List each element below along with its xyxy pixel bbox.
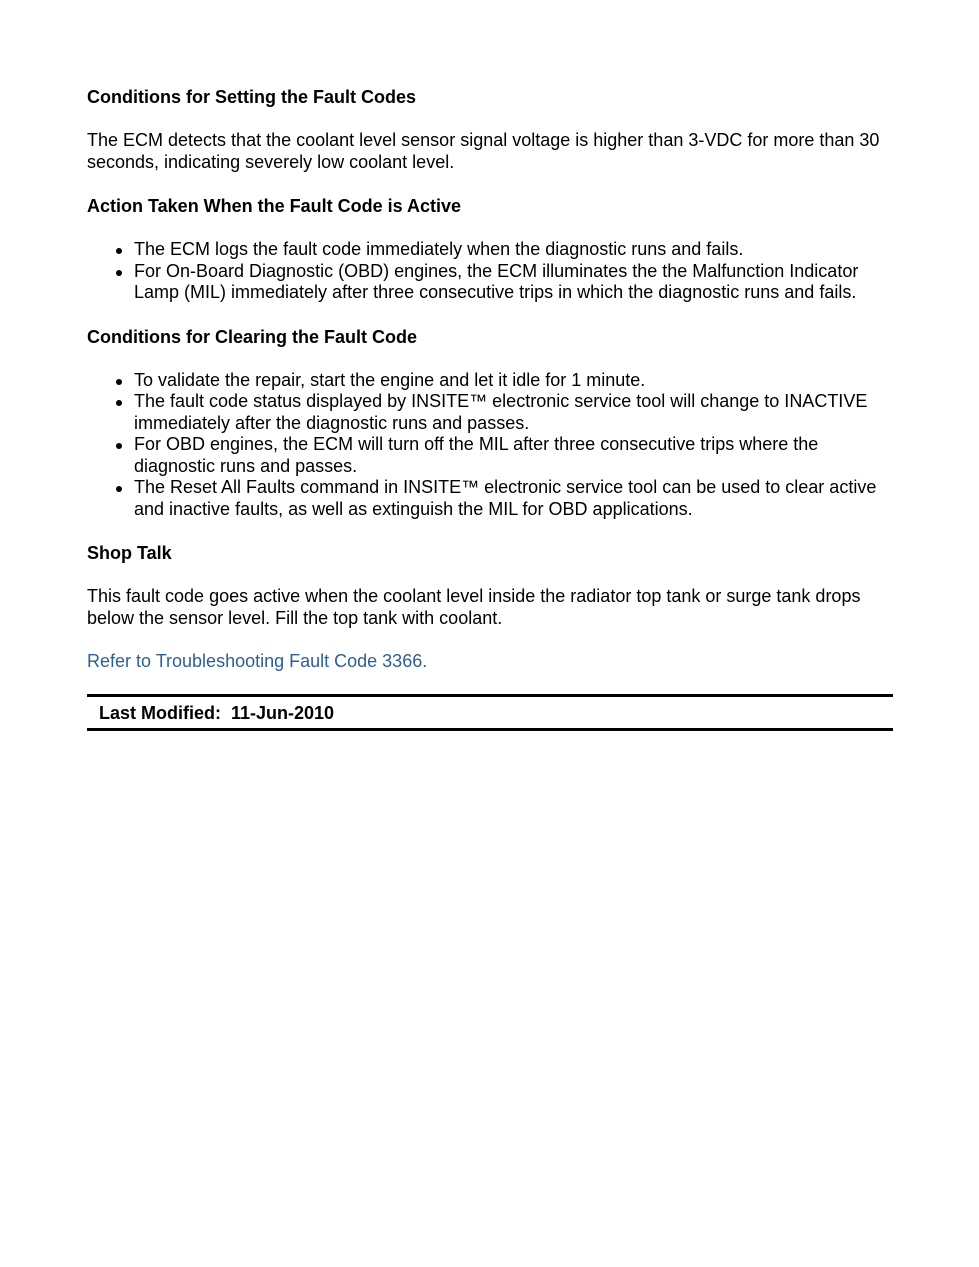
action-heading: Action Taken When the Fault Code is Active bbox=[87, 196, 462, 216]
spacer bbox=[87, 348, 893, 370]
bullet-icon bbox=[116, 486, 122, 492]
spacer bbox=[87, 108, 893, 130]
list-item bbox=[87, 477, 893, 520]
bullet-icon bbox=[116, 443, 122, 449]
footer-box bbox=[87, 694, 893, 731]
list-item bbox=[87, 239, 893, 261]
shop-talk-paragraph: This fault code goes active when the coolant level inside the radiator top tank or surge tank drops below the sensor level. Fill the top tank with coolant. bbox=[87, 586, 861, 628]
list-item-text: To validate the repair, start the engine and let it idle for 1 minute. bbox=[134, 369, 646, 390]
setting-paragraph: The ECM detects that the coolant level sensor signal voltage is higher than 3-VDC for more than 30 seconds, indicating severely low coolant level. bbox=[87, 130, 880, 172]
clearing-heading: Conditions for Clearing the Fault Code bbox=[87, 326, 417, 347]
last-modified-label: Last Modified: 11-Jun-2010 bbox=[99, 702, 335, 723]
spacer bbox=[87, 173, 893, 195]
bullet-icon bbox=[116, 379, 122, 385]
clearing-list bbox=[87, 370, 893, 521]
list-item-text: For On-Board Diagnostic (OBD) engines, the ECM illuminates the the Malfunction Indicator Lamp (MIL) immediately after three consecutive trips in which the diagnostic runs and fails. bbox=[134, 260, 859, 302]
list-item bbox=[87, 434, 893, 477]
spacer bbox=[87, 629, 893, 651]
list-item-text: The Reset All Faults command in INSITE™ electronic service tool can be used to clear active and inactive faults, as well as extinguish the MIL for OBD applications. bbox=[134, 477, 877, 519]
shop-talk-heading: Shop Talk bbox=[87, 543, 172, 563]
list-item bbox=[87, 261, 893, 304]
spacer bbox=[87, 217, 893, 239]
list-item-text: For OBD engines, the ECM will turn off the MIL after three consecutive trips where the diagnostic runs and passes. bbox=[134, 434, 819, 476]
bullet-icon bbox=[116, 270, 122, 276]
troubleshooting-link[interactable]: Refer to Troubleshooting Fault Code 3366. bbox=[87, 651, 428, 671]
spacer bbox=[87, 564, 893, 586]
bullet-icon bbox=[116, 400, 122, 406]
action-list bbox=[87, 239, 893, 304]
list-item-text: The ECM logs the fault code immediately when the diagnostic runs and fails. bbox=[134, 239, 744, 259]
document-page bbox=[87, 86, 893, 731]
list-item bbox=[87, 391, 893, 434]
setting-heading: Conditions for Setting the Fault Codes bbox=[87, 87, 416, 107]
spacer bbox=[87, 520, 893, 542]
bullet-icon bbox=[116, 248, 122, 254]
list-item bbox=[87, 370, 893, 392]
list-item-text: The fault code status displayed by INSITE™ electronic service tool will change to INACTIVE immediately after the diagnostic runs and passes. bbox=[134, 391, 868, 433]
spacer bbox=[87, 304, 893, 326]
